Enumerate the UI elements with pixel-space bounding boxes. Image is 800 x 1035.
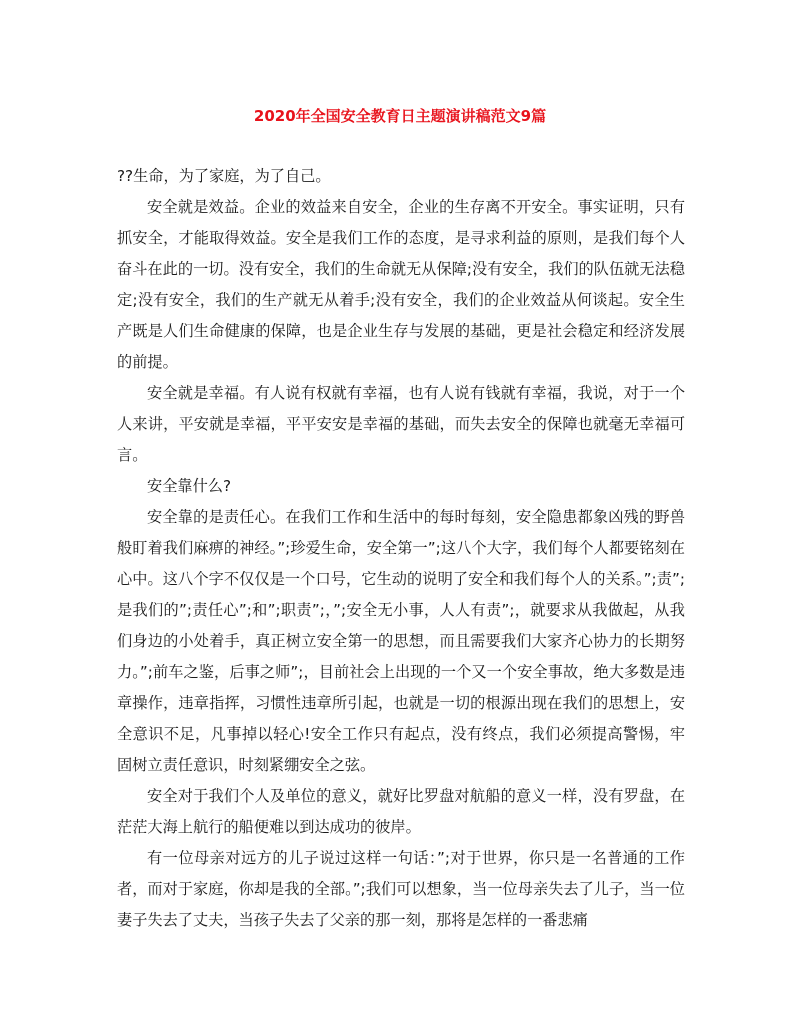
document-body bbox=[117, 161, 685, 936]
paragraph-7: 有一位母亲对远方的儿子说过这样一句话：”;对于世界，你只是一名普通的工作者，而对于家庭，你却是我的全部。”;我们可以想象，当一位母亲失去了儿子，当一位妻子失去了丈夫，当孩子失去了父亲的那一刻，那将是怎样的一番悲痛 bbox=[117, 849, 685, 929]
paragraph-1: ??生命，为了家庭，为了自己。 bbox=[117, 167, 331, 185]
paragraph-6: 安全对于我们个人及单位的意义，就好比罗盘对航船的意义一样，没有罗盘，在茫茫大海上航行的船便难以到达成功的彼岸。 bbox=[117, 787, 685, 836]
paragraph-3: 安全就是幸福。有人说有权就有幸福，也有人说有钱就有幸福，我说，对于一个人来讲，平安就是幸福，平平安安是幸福的基础，而失去安全的保障也就毫无幸福可言。 bbox=[117, 384, 685, 464]
paragraph-5: 安全靠的是责任心。在我们工作和生活中的每时每刻，安全隐患都象凶残的野兽般盯着我们麻痹的神经。”;珍爱生命，安全第一”;这八个大字，我们每个人都要铭刻在心中。这八个字不仅仅是一个口号，它生动的说明了安全和我们每个人的关系。”;责”;是我们的”;责任心”;和”;职责”;，”;安全无小事，人人有责”;，就要求从我做起，从我们身边的小处着手，真正树立安全第一的思想，而且需要我们大家齐心协力的长期努力。”;前车之鉴，后事之师”;，目前社会上出现的一个又一个安全事故，绝大多数是违章操作，违章指挥，习惯性违章所引起，也就是一切的根源出现在我们的思想上，安全意识不足，凡事掉以轻心!安全工作只有起点，没有终点，我们必须提高警惕，牢固树立责任意识，时刻紧绷安全之弦。 bbox=[117, 508, 685, 774]
document-title: 2020年全国安全教育日主题演讲稿范文9篇 bbox=[253, 107, 547, 125]
paragraph-2: 安全就是效益。企业的效益来自安全，企业的生存离不开安全。事实证明，只有抓安全，才能取得效益。安全是我们工作的态度，是寻求利益的原则，是我们每个人奋斗在此的一切。没有安全，我们的生命就无从保障;没有安全，我们的队伍就无法稳定;没有安全，我们的生产就无从着手;没有安全，我们的企业效益从何谈起。安全生产既是人们生命健康的保障，也是企业生存与发展的基础，更是社会稳定和经济发展的前提。 bbox=[117, 198, 685, 371]
paragraph-4: 安全靠什么? bbox=[147, 477, 231, 495]
